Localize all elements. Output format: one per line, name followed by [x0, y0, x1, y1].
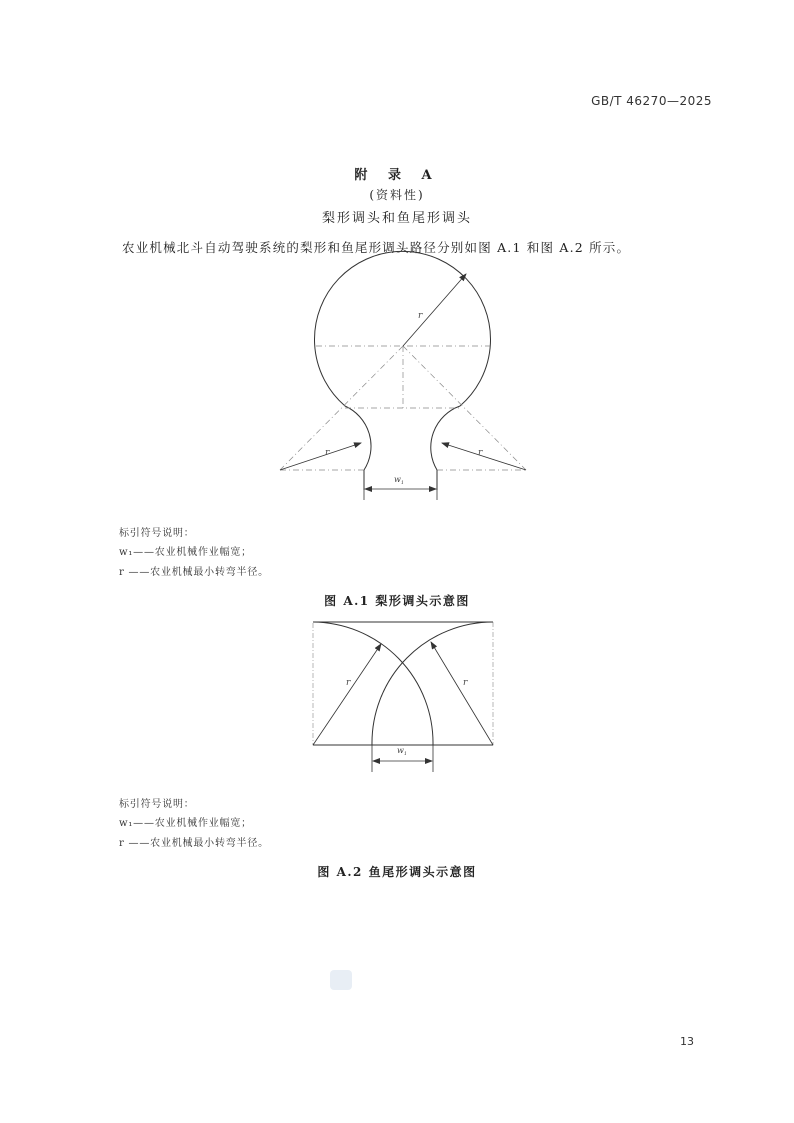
radius-arrow-top	[403, 274, 466, 346]
figure-a1-legend-title: 标引符号说明：	[119, 528, 195, 539]
pear-path	[315, 251, 491, 490]
annex-heading: 梨形调头和鱼尾形调头	[321, 211, 472, 226]
annex-nature: (资料性)	[369, 188, 425, 202]
fishtail-radius-right	[431, 642, 493, 745]
figure-a1-caption: 图 A.1 梨形调头示意图	[324, 594, 470, 608]
page-number: 13	[680, 1035, 694, 1048]
figure-a1-legend-item: w₁——农业机械作业幅宽；	[119, 547, 252, 558]
figure-a2-legend-item: r ——农业机械最小转弯半径。	[119, 838, 269, 849]
annex-title: 附 录 A	[354, 168, 440, 183]
fishtail-right-arc	[372, 622, 493, 745]
radius-arrow-right	[442, 443, 526, 470]
label-r-right: r	[478, 448, 483, 458]
intro-paragraph: 农业机械北斗自动驾驶系统的梨形和鱼尾形调头路径分别如图 A.1 和图 A.2 所示。	[122, 240, 631, 255]
watermark-logo	[330, 970, 352, 990]
figure-a1-legend-item: r ——农业机械最小转弯半径。	[119, 567, 269, 578]
fishtail-label-r-left: r	[346, 678, 351, 688]
radius-arrow-left	[280, 443, 361, 470]
label-r-left: r	[325, 448, 330, 458]
fishtail-label-w1: $w_1$	[397, 746, 408, 757]
fishtail-radius-left	[313, 644, 381, 745]
standard-code: GB/T 46270—2025	[591, 94, 712, 108]
right-diagonal-dashline	[403, 346, 526, 470]
label-w1: $w_1$	[394, 475, 405, 486]
label-r-top: r	[418, 311, 423, 321]
fishtail-label-r-right: r	[463, 678, 468, 688]
figure-a2-caption: 图 A.2 鱼尾形调头示意图	[317, 865, 477, 879]
figure-a2-legend-item: w₁——农业机械作业幅宽；	[119, 818, 252, 829]
figure-a2-legend-title: 标引符号说明：	[119, 799, 195, 810]
